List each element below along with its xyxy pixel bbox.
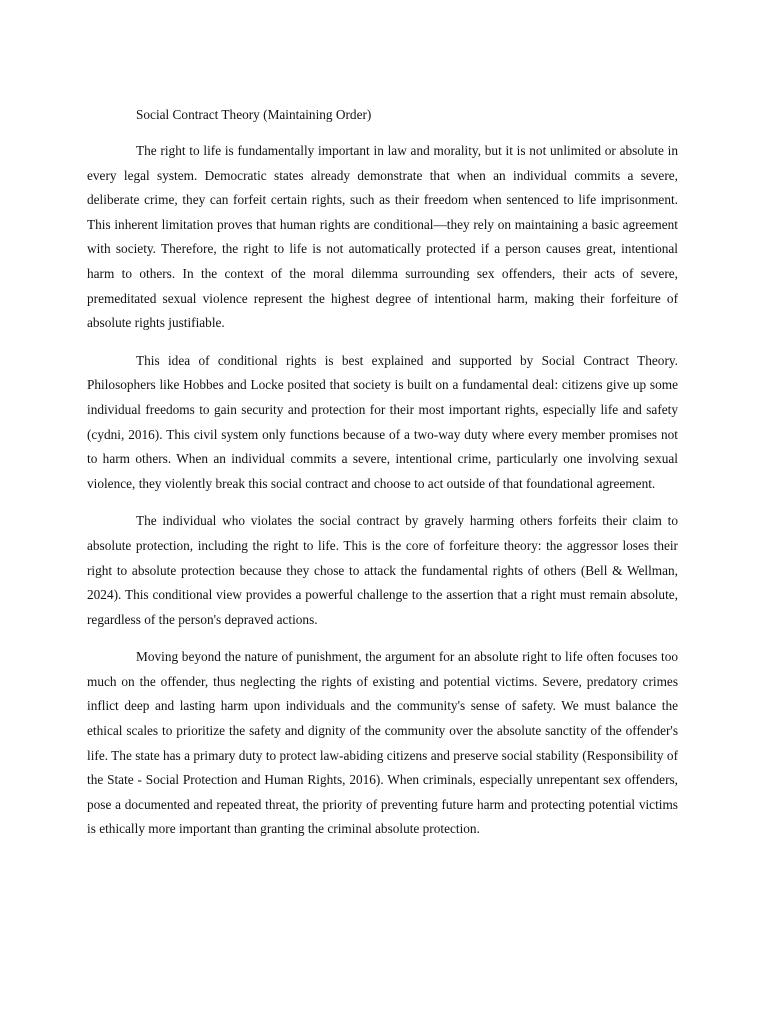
paragraph-3: The individual who violates the social contract by gravely harming others forfeits their claim to absolute protection, including the right to life. This is the core of forfeiture theory: the aggressor loses their right to absolute protection because they chose to attack the fundamental rights of others (Bell & Wellman, 2024). This conditional view provides a powerful challenge to the assertion that a right must remain absolute, regardless of the person's depraved actions. xyxy=(87,513,678,627)
document-body xyxy=(87,104,678,855)
section-heading: Social Contract Theory (Maintaining Order) xyxy=(136,107,372,122)
paragraph-4: Moving beyond the nature of punishment, the argument for an absolute right to life often focuses too much on the offender, thus neglecting the rights of existing and potential victims. Severe, predatory crimes inflict deep and lasting harm upon individuals and the community's sense of safety. We must balance the ethical scales to prioritize the safety and dignity of the community over the absolute sanctity of the offender's life. The state has a primary duty to protect law-abiding citizens and preserve social stability (Responsibility of the State - Social Protection and Human Rights, 2016). When criminals, especially unrepentant sex offenders, pose a documented and repeated threat, the priority of preventing future harm and protecting potential victims is ethically more important than granting the criminal absolute protection. xyxy=(87,649,678,837)
paragraph-1: The right to life is fundamentally important in law and morality, but it is not unlimited or absolute in every legal system. Democratic states already demonstrate that when an individual commits a severe, deliberate crime, they can forfeit certain rights, such as their freedom when sentenced to life imprisonment. This inherent limitation proves that human rights are conditional—they rely on maintaining a basic agreement with society. Therefore, the right to life is not automatically protected if a person causes great, intentional harm to others. In the context of the moral dilemma surrounding sex offenders, their acts of severe, premeditated sexual violence represent the highest degree of intentional harm, making their forfeiture of absolute rights justifiable. xyxy=(87,143,678,331)
paragraph-2: This idea of conditional rights is best explained and supported by Social Contract Theory. Philosophers like Hobbes and Locke posited that society is built on a fundamental deal: citizens give up some individual freedoms to gain security and protection for their most important rights, especially life and safety (cydni, 2016). This civil system only functions because of a two-way duty where every member promises not to harm others. When an individual commits a severe, intentional crime, particularly one involving sexual violence, they violently break this social contract and choose to act outside of that foundational agreement. xyxy=(87,352,678,491)
